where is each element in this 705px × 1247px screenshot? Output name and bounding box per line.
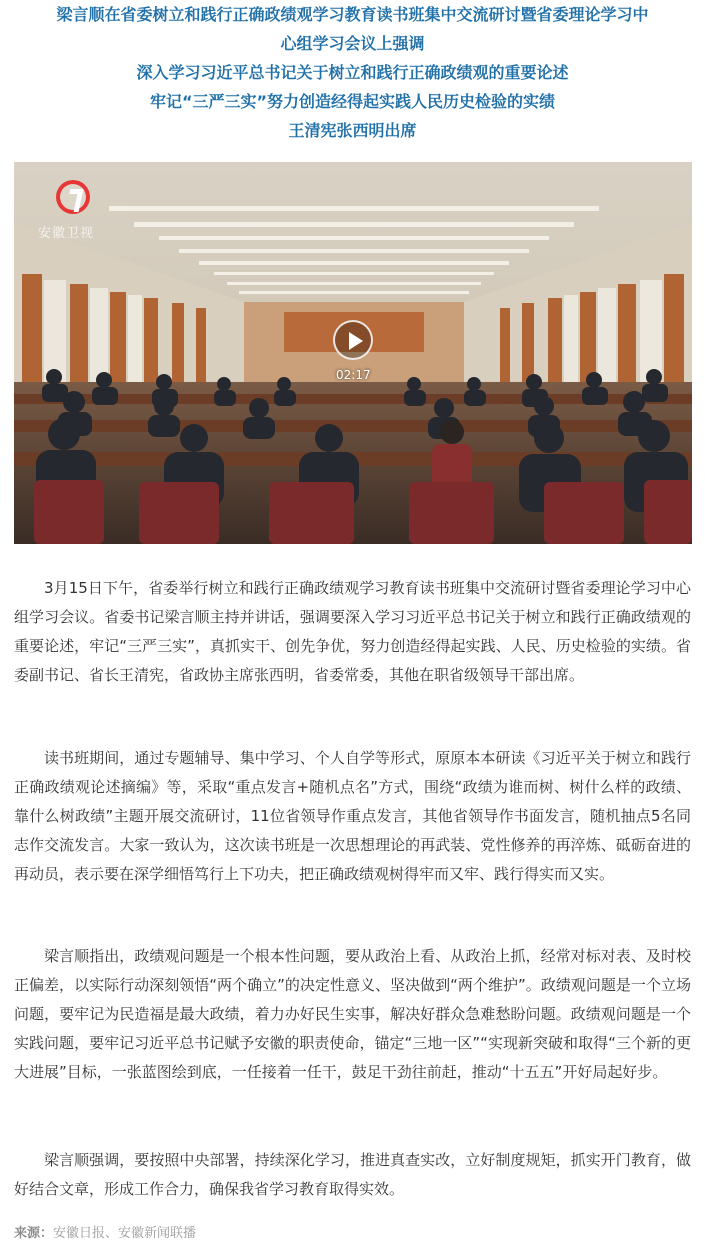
article-paragraph-4: 梁言顺强调，要按照中央部署，持续深化学习，推进真查实改，立好制度规矩，抓实开门教育，做好结合文章，形成工作合力，确保我省学习教育取得实效。: [14, 1151, 691, 1198]
source-value: 安徽日报、安徽新闻联播: [53, 1226, 197, 1241]
headline-line-3: 深入学习习近平总书记关于树立和践行正确政绩观的重要论述: [136, 63, 569, 82]
video-player[interactable]: [14, 162, 692, 544]
article-paragraph-1: 3月15日下午，省委举行树立和践行正确政绩观学习教育读书班集中交流研讨暨省委理论学习中心组学习会议。省委书记梁言顺主持并讲话，强调要深入学习习近平总书记关于树立和践行正确政绩观的重要论述，牢记“三严三实”，真抓实干、创先争优，努力创造经得起实践、人民、历史检验的实绩。省委副书记、省长王清宪，省政协主席张西明，省委常委，其他在职省级领导干部出席。: [14, 579, 691, 684]
headline-line-1: 梁言顺在省委树立和践行正确政绩观学习教育读书班集中交流研讨暨省委理论学习中: [56, 5, 649, 24]
play-button[interactable]: [333, 320, 373, 360]
source-label: 来源：: [14, 1226, 54, 1241]
headline-line-5: 王清宪张西明出席: [288, 121, 417, 140]
headline-line-2: 心组学习会议上强调: [280, 34, 425, 53]
article-source: [14, 1222, 196, 1241]
station-logo: [24, 180, 124, 248]
play-icon: [349, 332, 363, 350]
station-logo-text: 安徽卫视: [38, 226, 95, 241]
video-duration: 02:17: [336, 368, 371, 382]
article-paragraph-3: 梁言顺指出，政绩观问题是一个根本性问题，要从政治上看、从政治上抓，经常对标对表、及时校正偏差，以实际行动深刻领悟“两个确立”的决定性意义、坚决做到“两个维护”。政绩观问题是一个立场问题，要牢记为民造福是最大政绩，着力办好民生实事，解决好群众急难愁盼问题。政绩观问题是一个实践问题，要牢记习近平总书记赋予安徽的职责使命，锚定“三地一区”“实现新突破和取得“三个新的更大进展”目标，一张蓝图绘到底，一任接着一任干，鼓足干劲往前赶，推动“十五五”开好局起好步。: [14, 947, 691, 1081]
article-headline: [14, 0, 691, 145]
ahtv-logo-icon: [56, 180, 90, 214]
headline-line-4: 牢记“三严三实”努力创造经得起实践人民历史检验的实绩: [149, 92, 556, 111]
article-paragraph-2: 读书班期间，通过专题辅导、集中学习、个人自学等形式，原原本本研读《习近平关于树立和践行正确政绩观论述摘编》等，采取“重点发言+随机点名”方式，围绕“政绩为谁而树、树什么样的政绩、靠什么树政绩”主题开展交流研讨，11位省领导作重点发言，其他省领导作书面发言，随机抽点5名同志作交流发言。大家一致认为，这次读书班是一次思想理论的再武装、党性修养的再淬炼、砥砺奋进的再动员，表示要在深学细悟笃行上下功夫，把正确政绩观树得牢而又牢、践行得实而又实。: [14, 749, 691, 883]
